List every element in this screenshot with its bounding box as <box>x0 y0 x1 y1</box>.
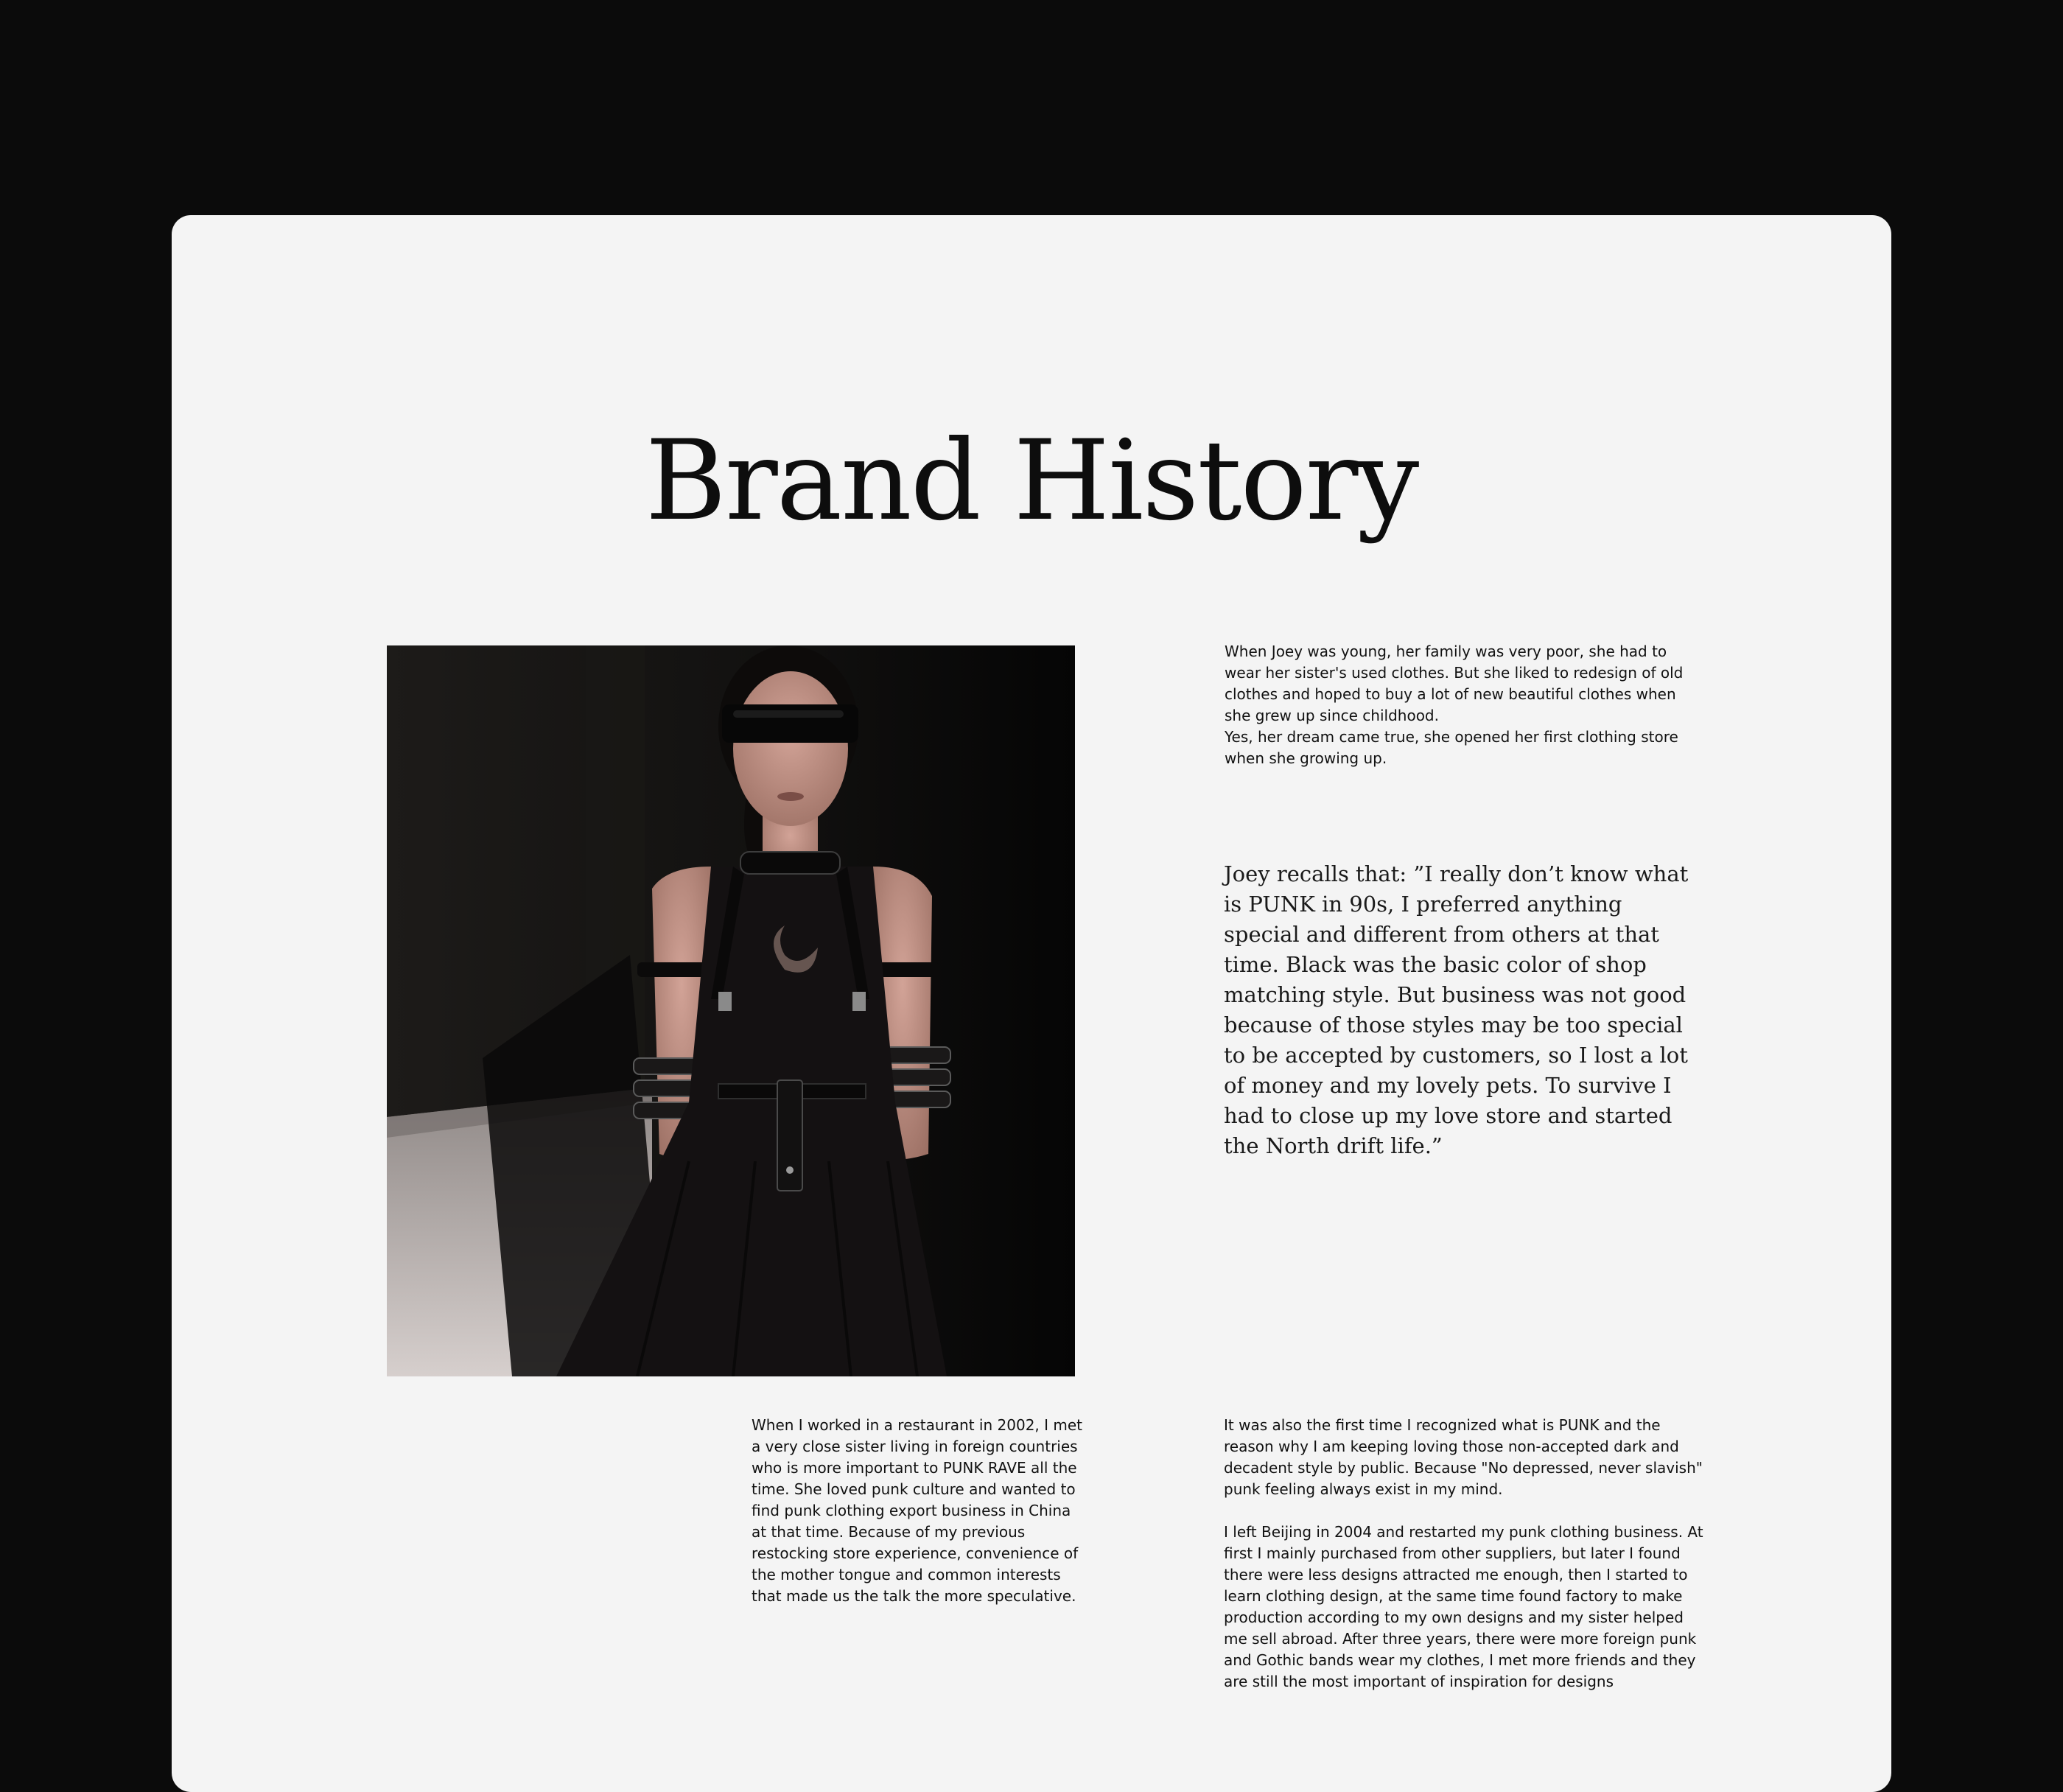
intro-paragraph: When Joey was young, her family was very poor, she had to wear her sister's used clothes. But she liked to redesign of old clothes and hoped to buy a lot of new beautiful clothes when she grew up since childhood. Yes, her dream came true, she opened her first clothing store when she growing up. <box>1225 643 1684 767</box>
runway-model-photo <box>387 645 1075 1376</box>
restaurant-paragraph: When I worked in a restaurant in 2002, I met a very close sister living in foreign countries who is more important to PUNK RAVE all the time. She loved punk culture and wanted to find punk clothing export business in China at that time. Because of my previous restocking store experience, convenience of the mother tongue and common interests that made us the talk the more speculative. <box>752 1416 1083 1605</box>
runway-model-illustration <box>387 645 1075 1376</box>
content-card <box>172 215 1891 1792</box>
recognized-paragraph: It was also the first time I recognized what is PUNK and the reason why I am keeping loving those non-accepted dark and decadent style by public. Because "No depressed, never slavish" punk feeling always exist in my mind. I left Beijing in 2004 and restarted my punk clothing business. At first I mainly purchased from other suppliers, but later I found there were less designs attracted me enough, then I started to learn clothing design, at the same time found factory to make production according to my own designs and my sister helped me sell abroad. After three years, there were more foreign punk and Gothic bands wear my clothes, I met more friends and they are still the most important of inspiration for designs <box>1224 1416 1703 1690</box>
quote-paragraph: Joey recalls that: ”I really don’t know what is PUNK in 90s, I preferred anything special and different from others at that time. Black was the basic color of shop matching style. But business was not good because of those styles may be too special to be accepted by customers, so I lost a lot of money and my lovely pets. To survive I had to close up my love store and started the North drift life.” <box>1224 861 1689 1158</box>
page-title: Brand History <box>645 417 1418 545</box>
